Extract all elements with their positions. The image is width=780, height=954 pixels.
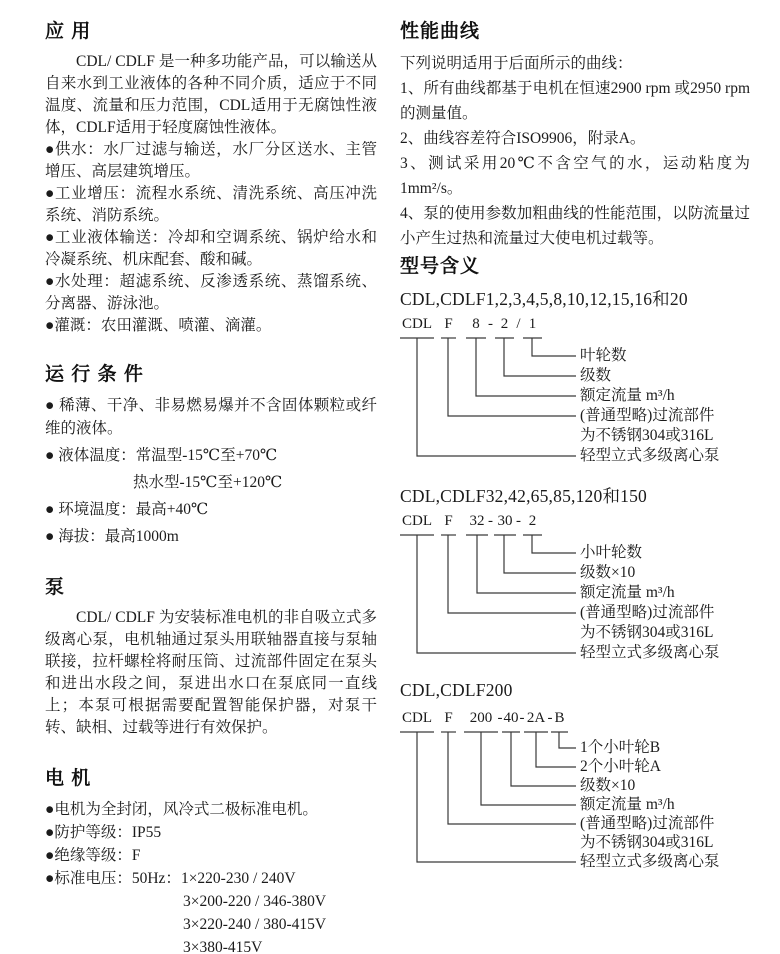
motor-voltage-label: ●标准电压：50Hz：: [45, 870, 181, 887]
operating-heading: 运 行 条 件: [45, 364, 144, 385]
code-segment: F: [444, 513, 453, 529]
curves-note-4: 4、泵的使用参数加粗曲线的性能范围，以防流量过小产生过热和流量过大使电机过载等。: [400, 205, 750, 247]
code-segment: 200: [469, 710, 493, 726]
diagram-title: CDL,CDLF200: [400, 680, 513, 700]
code-segment: 8: [472, 316, 480, 332]
code-segment: B: [554, 710, 565, 726]
motor-voltage-1: 3×200-220 / 346-380V: [183, 893, 327, 910]
code-segment: 32: [469, 513, 485, 529]
code-segment: CDL: [402, 513, 432, 529]
code-segment: 1: [528, 316, 537, 332]
model-label: 叶轮数: [580, 347, 627, 364]
model-label: (普通型略)过流部件: [580, 815, 715, 832]
motor-voltage-3: 3×380-415V: [183, 939, 263, 954]
operating-ambient-temp: ● 环境温度：最高+40℃: [45, 501, 209, 518]
application-bullet-water-treatment: ●水处理：超滤系统、反渗透系统、蒸馏系统、分离器、游泳池。: [45, 273, 377, 312]
model-diagram-medium-series: [400, 483, 750, 665]
code-separator: -: [516, 513, 521, 529]
motor-voltage-line: [45, 867, 377, 890]
model-diagram-small-series: [400, 286, 750, 468]
motor-section: [45, 763, 377, 954]
model-meaning-section: [400, 251, 750, 876]
performance-curves-section: [400, 16, 750, 251]
application-intro: CDL/ CDLF 是一种多功能产品，可以输送从自来水到工业液体的各种不同介质，适应于不同温度、流量和压力范围，CDL适用于无腐蚀性液体，CDLF适用于轻度腐蚀性液体。: [45, 53, 377, 136]
left-column: [45, 16, 377, 954]
model-label: 额定流量 m³/h: [580, 796, 675, 813]
code-separator: -: [497, 710, 503, 726]
code-segment: F: [444, 710, 453, 726]
model-label: 轻型立式多级离心泵: [580, 644, 720, 661]
model-label: 为不锈钢304或316L: [580, 834, 714, 851]
model-label: (普通型略)过流部件: [580, 407, 715, 424]
model-label: 级数×10: [580, 564, 636, 581]
pump-heading: 泵: [45, 577, 66, 598]
model-label: (普通型略)过流部件: [580, 604, 715, 621]
model-label: 为不锈钢304或316L: [580, 624, 714, 641]
motor-bullet-protection-class: ●防护等级：IP55: [45, 824, 162, 841]
application-bullet-water-supply: ●供水：水厂过滤与输送，水厂分区送水、主管增压、高层建筑增压。: [45, 141, 377, 180]
model-meaning-heading: 型号含义: [400, 256, 481, 277]
right-column: [400, 16, 750, 954]
motor-voltage-0: 1×220-230 / 240V: [180, 870, 296, 887]
operating-liquid-temp: ● 液体温度：常温型-15℃至+70℃: [45, 447, 278, 464]
model-label: 轻型立式多级离心泵: [580, 447, 720, 464]
operating-bullet-liquid: ● 稀薄、干净、非易燃易爆并不含固体颗粒或纤维的液体。: [45, 397, 377, 437]
model-label: 1个小叶轮B: [580, 739, 661, 756]
model-label: 额定流量 m³/h: [580, 584, 675, 601]
application-heading: 应 用: [45, 21, 92, 42]
code-separator: -: [547, 710, 553, 726]
model-diagram-200-series: [400, 680, 750, 876]
model-label: 级数: [580, 367, 612, 384]
code-segment: 2A: [526, 710, 546, 726]
curves-note-1: 1、所有曲线都基于电机在恒速2900 rpm 或2950 rpm的测量值。: [400, 80, 750, 122]
code-segment: F: [444, 316, 453, 332]
model-label: 小叶轮数: [580, 544, 643, 561]
model-label: 额定流量 m³/h: [580, 387, 675, 404]
motor-bullet-enclosure: ●电机为全封闭，风冷式二极标准电机。: [45, 801, 318, 818]
pump-description: CDL/ CDLF 为安装标准电机的非自吸立式多级离心泵，电机轴通过泵头用联轴器直接与泵轴联接，拉杆螺栓将耐压筒、过流部件固定在泵头和进出水段之间，泵进出水口在泵底同一直线上；本泵可根据需要配置智能保护器，对泵干转、缺相、过载等进行有效保护。: [45, 609, 377, 736]
code-separator: /: [516, 316, 521, 332]
code-segment: CDL: [402, 710, 432, 726]
motor-bullet-insulation-class: ●绝缘等级：F: [45, 847, 141, 864]
code-segment: 30: [497, 513, 513, 529]
pump-section: [45, 572, 377, 739]
diagram-title: CDL,CDLF1,2,3,4,5,8,10,12,15,16和20: [400, 289, 688, 309]
diagram-title: CDL,CDLF32,42,65,85,120和150: [400, 486, 648, 506]
code-segment: 2: [528, 513, 537, 529]
code-separator: -: [488, 316, 493, 332]
motor-heading: 电 机: [45, 768, 92, 789]
operating-hot-water-temp: 热水型-15℃至+120℃: [133, 474, 283, 491]
model-label: 级数×10: [580, 777, 636, 794]
operating-conditions-section: [45, 359, 377, 548]
application-section: [45, 16, 377, 337]
curves-note-2: 2、曲线容差符合ISO9906，附录A。: [400, 130, 646, 147]
code-segment: CDL: [402, 316, 432, 332]
model-label: 为不锈钢304或316L: [580, 427, 714, 444]
curves-note-3: 3、测试采用20℃不含空气的水，运动粘度为1mm²/s。: [400, 155, 750, 197]
application-bullet-irrigation: ●灌溉：农田灌溉、喷灌、滴灌。: [45, 317, 272, 334]
operating-altitude: ● 海拔：最高1000m: [45, 528, 179, 545]
code-separator: -: [519, 710, 525, 726]
code-separator: -: [488, 513, 493, 529]
model-label: 轻型立式多级离心泵: [580, 853, 720, 870]
model-label: 2个小叶轮A: [580, 758, 661, 775]
curves-heading: 性能曲线: [400, 21, 481, 42]
application-bullet-liquid-transfer: ●工业液体输送：冷却和空调系统、锅炉给水和冷凝系统、机床配套、酸和碱。: [45, 229, 377, 268]
curves-intro: 下列说明适用于后面所示的曲线：: [400, 55, 633, 72]
code-segment: 2: [500, 316, 509, 332]
code-segment: 40: [503, 710, 519, 726]
application-bullet-industrial-boost: ●工业增压：流程水系统、清洗系统、高压冲洗系统、消防系统。: [45, 185, 377, 224]
motor-voltage-2: 3×220-240 / 380-415V: [183, 916, 327, 933]
